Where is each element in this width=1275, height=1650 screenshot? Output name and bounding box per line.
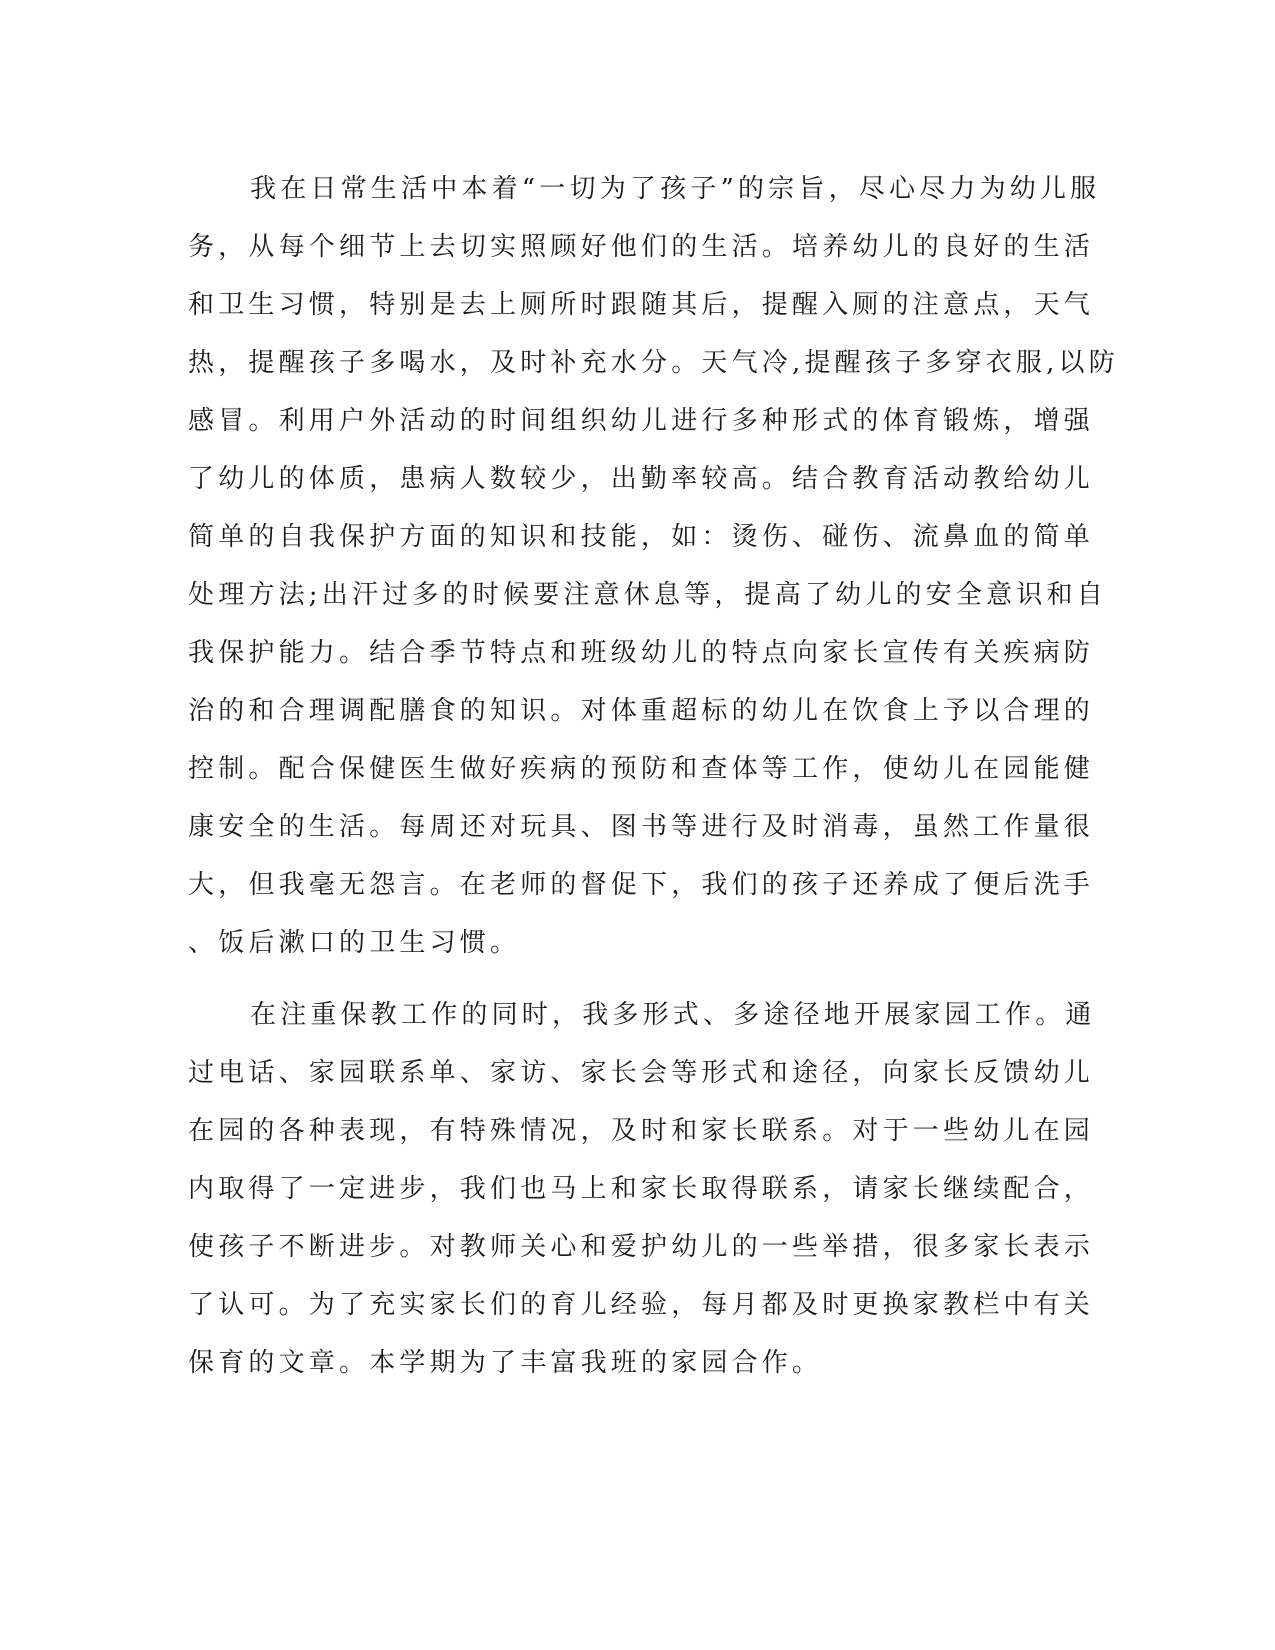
paragraph-line: 我保护能力。结合季节特点和班级幼儿的特点向家长宣传有关疾病防 — [188, 638, 1095, 668]
paragraph-line: 康安全的生活。每周还对玩具、图书等进行及时消毒，虽然工作量很 — [188, 812, 1095, 842]
paragraph-line: 在园的各种表现，有特殊情况，及时和家长联系。对于一些幼儿在园 — [188, 1116, 1095, 1146]
paragraph-line: 治的和合理调配膳食的知识。对体重超标的幼儿在饮食上予以合理的 — [188, 696, 1095, 726]
paragraph-line: 务，从每个细节上去切实照顾好他们的生活。培养幼儿的良好的生活 — [188, 232, 1095, 262]
paragraph-line: 在注重保教工作的同时，我多形式、多途径地开展家园工作。通 — [250, 1000, 1096, 1030]
paragraph-1 — [188, 160, 1119, 972]
paragraph-line: 过电话、家园联系单、家访、家长会等形式和途径，向家长反馈幼儿 — [188, 1058, 1095, 1088]
paragraph-line: 了幼儿的体质，患病人数较少，出勤率较高。结合教育活动教给幼儿 — [188, 464, 1095, 494]
paragraph-line: 内取得了一定进步，我们也马上和家长取得联系，请家长继续配合， — [188, 1174, 1095, 1204]
document-body — [188, 160, 1119, 1392]
paragraph-line: 我在日常生活中本着“一切为了孩子”的宗旨，尽心尽力为幼儿服 — [250, 174, 1101, 204]
paragraph-line: 保育的文章。本学期为了丰富我班的家园合作。 — [188, 1348, 823, 1378]
paragraph-line: 感冒。利用户外活动的时间组织幼儿进行多种形式的体育锻炼，增强 — [188, 406, 1095, 436]
paragraph-line: 控制。配合保健医生做好疾病的预防和查体等工作，使幼儿在园能健 — [188, 754, 1095, 784]
paragraph-spacer — [188, 972, 1038, 986]
paragraph-line: 和卫生习惯，特别是去上厕所时跟随其后，提醒入厕的注意点，天气 — [188, 290, 1095, 320]
paragraph-line: 使孩子不断进步。对教师关心和爱护幼儿的一些举措，很多家长表示 — [188, 1232, 1095, 1262]
paragraph-line: 热，提醒孩子多喝水，及时补充水分。天气冷,提醒孩子多穿衣服,以防 — [188, 348, 1119, 378]
paragraph-2 — [188, 986, 1096, 1392]
paragraph-line: 处理方法;出汗过多的时候要注意休息等，提高了幼儿的安全意识和自 — [188, 580, 1107, 610]
paragraph-line: 了认可。为了充实家长们的育儿经验，每月都及时更换家教栏中有关 — [188, 1290, 1095, 1320]
paragraph-line: 、饭后漱口的卫生习惯。 — [188, 928, 521, 958]
paragraph-line: 大，但我毫无怨言。在老师的督促下，我们的孩子还养成了便后洗手 — [188, 870, 1095, 900]
paragraph-line: 简单的自我保护方面的知识和技能，如：烫伤、碰伤、流鼻血的简单 — [188, 522, 1095, 552]
